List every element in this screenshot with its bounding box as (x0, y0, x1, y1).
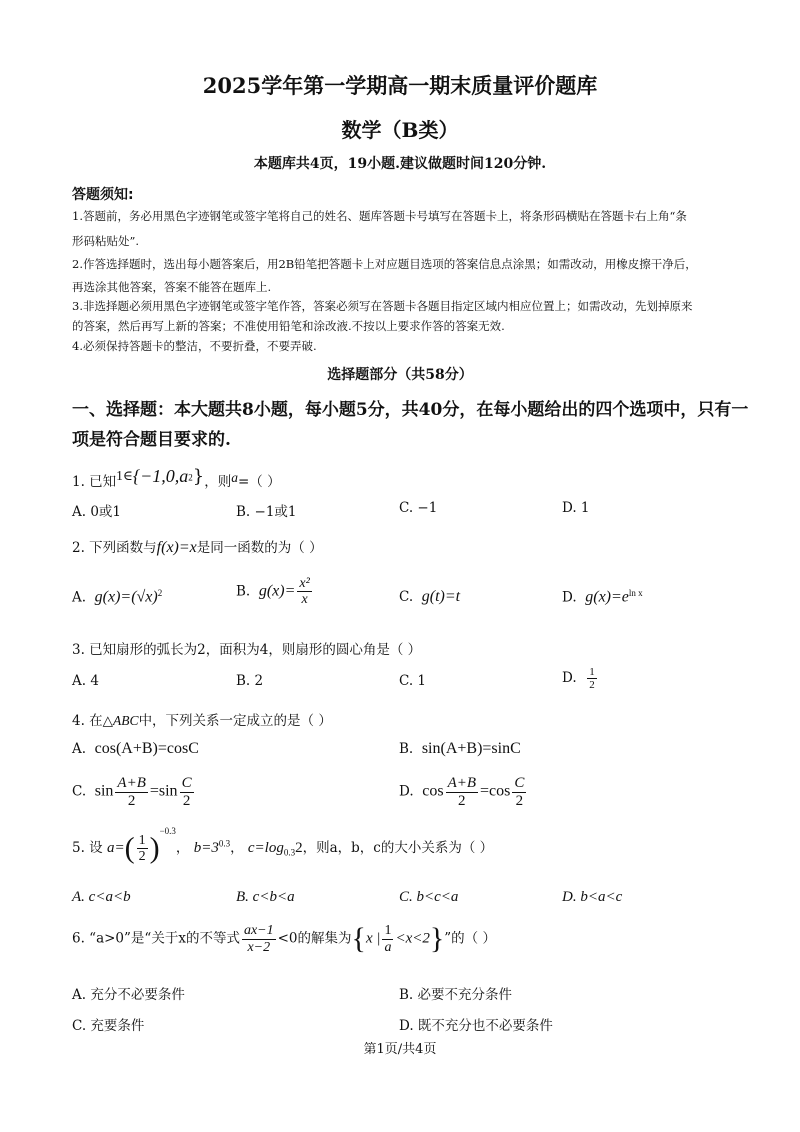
q1-option-a[interactable]: A. 0或1 (72, 504, 122, 520)
page-title: 2025学年第一学期高一期末质量评价题库 (202, 73, 598, 98)
part-one-line-2: 项是符合题目要求的. (72, 430, 231, 450)
section-title: 选择题部分（共58分） (327, 367, 473, 383)
part-one-line-1: 一、选择题：本大题共8小题，每小题5分，共40分，在每小题给出的四个选项中，只有一 (72, 400, 749, 420)
note-line: 形码粘贴处”. (72, 234, 140, 248)
q1-option-d[interactable]: D. 1 (562, 500, 590, 516)
q4-option-b[interactable]: B. sin(A+B)=sinC (399, 740, 521, 757)
note-line: 3.非选择题必须用黑色字迹钢笔或签字笔作答，答案必须写在答题卡各题目指定区域内相应位置上；如需改动，先划掉原来 (72, 299, 693, 313)
note-line: 的答案，然后再写上新的答案；不准使用铅笔和涂改液.不按以上要求作答的答案无效. (72, 319, 505, 333)
q2-option-c[interactable]: C. g(t)=t (399, 588, 461, 605)
exam-info: 本题库共4页，19小题.建议做题时间120分钟. (253, 156, 547, 172)
q6-option-c[interactable]: C. 充要条件 (72, 1018, 145, 1034)
question-5-stem: 5. 设 a=( $\frac{1}{2}$ )$^{-0.3}$， $b=3^{0.3}$， $c=\log_{0.3}2$，则a，b，c的大小关系为（ ） (72, 826, 494, 865)
fraction: $\frac{\text{x²}}{x}$ (299, 576, 310, 608)
q5-option-c[interactable]: C. b<c<a (399, 889, 459, 905)
q6-option-d[interactable]: D. 既不充分也不必要条件 (399, 1018, 553, 1034)
q5-option-b[interactable]: B. c<b<a (236, 889, 295, 905)
note-line: 再选涂其他答案，答案不能答在题库上. (72, 280, 272, 294)
q6-option-a[interactable]: A. 充分不必要条件 (72, 987, 185, 1003)
question-4-stem: 4. 在△ABC中，下列关系一定成立的是（ ） (72, 713, 332, 729)
question-3-stem: 3. 已知扇形的弧长为2，面积为4，则扇形的圆心角是（ ） (72, 642, 422, 658)
q3-option-b[interactable]: B. 2 (236, 673, 264, 689)
q4-option-a[interactable]: A. cos(A+B)=cosC (72, 740, 199, 757)
fraction: $\frac{1}{a}$ (384, 923, 392, 955)
fraction: $\frac{A+B}{2}$ (447, 775, 477, 809)
q6-option-b[interactable]: B. 必要不充分条件 (399, 987, 513, 1003)
fraction: $\frac{C}{2}$ (181, 775, 192, 809)
q2-option-b[interactable]: B. g(x)= $\frac{\text{x²}}{x}$ (236, 576, 310, 608)
fraction: $\frac{ax-1}{x-2}$ (243, 923, 274, 955)
q4-option-c[interactable]: C. sin $\frac{A+B}{2}$ =sin $\frac{C}{2}$ (72, 775, 192, 809)
note-line: 1.答题前，务必用黑色字迹钢笔或签字笔将自己的姓名、题库答题卡号填写在答题卡上，将条形码横贴在答题卡右上角“条 (72, 209, 687, 223)
q1-option-c[interactable]: C. −1 (399, 500, 438, 516)
q4-option-d[interactable]: D. cos $\frac{A+B}{2}$ =cos $\frac{C}{2}$ (399, 775, 525, 809)
q5-option-a[interactable]: A. c<a<b (72, 889, 131, 905)
q1-option-b[interactable]: B. −1或1 (236, 504, 297, 520)
fraction: $\frac{1}{2}$ (138, 832, 146, 864)
question-2-stem: 2. 下列函数与f(x)=x是同一函数的为（ ） (72, 539, 323, 556)
q3-option-c[interactable]: C. 1 (399, 673, 427, 689)
note-line: 2.作答选择题时，选出每小题答案后，用2B铅笔把答题卡上对应题目选项的答案信息点涂黑；如需改动，用橡皮擦干净后， (72, 257, 697, 271)
fraction: $\frac{C}{2}$ (514, 775, 525, 809)
q2-option-d[interactable]: D. $g(x)=e^{ln x}$ (562, 588, 643, 606)
page-footer: 第1页/共4页 (363, 1042, 437, 1057)
page-subtitle: 数学（B类） (341, 118, 459, 142)
question-1-stem: 1. 已知$1\in\{-1,0,a^2\}$，则a=（ ） (72, 466, 281, 490)
fraction: $\frac{1}{2}$ (589, 666, 595, 692)
question-6-stem: 6. “a>0”是“关于x的不等式 $\frac{ax-1}{x-2}$ <0的解集为{x | $\frac{1}{a}$ <x<2}”的（ ） (72, 922, 496, 955)
fraction: $\frac{A+B}{2}$ (117, 775, 146, 809)
q5-option-d[interactable]: D. b<a<c (562, 889, 623, 905)
q2-option-a[interactable]: A. $g(x)=(√x)^2$ (72, 588, 163, 606)
q3-option-a[interactable]: A. 4 (72, 673, 99, 689)
notes-heading: 答题须知: (72, 187, 134, 203)
q3-option-d[interactable]: D. $\frac{1}{2}$ (562, 666, 595, 692)
note-line: 4.必须保持答题卡的整洁，不要折叠，不要弄破. (72, 339, 317, 353)
